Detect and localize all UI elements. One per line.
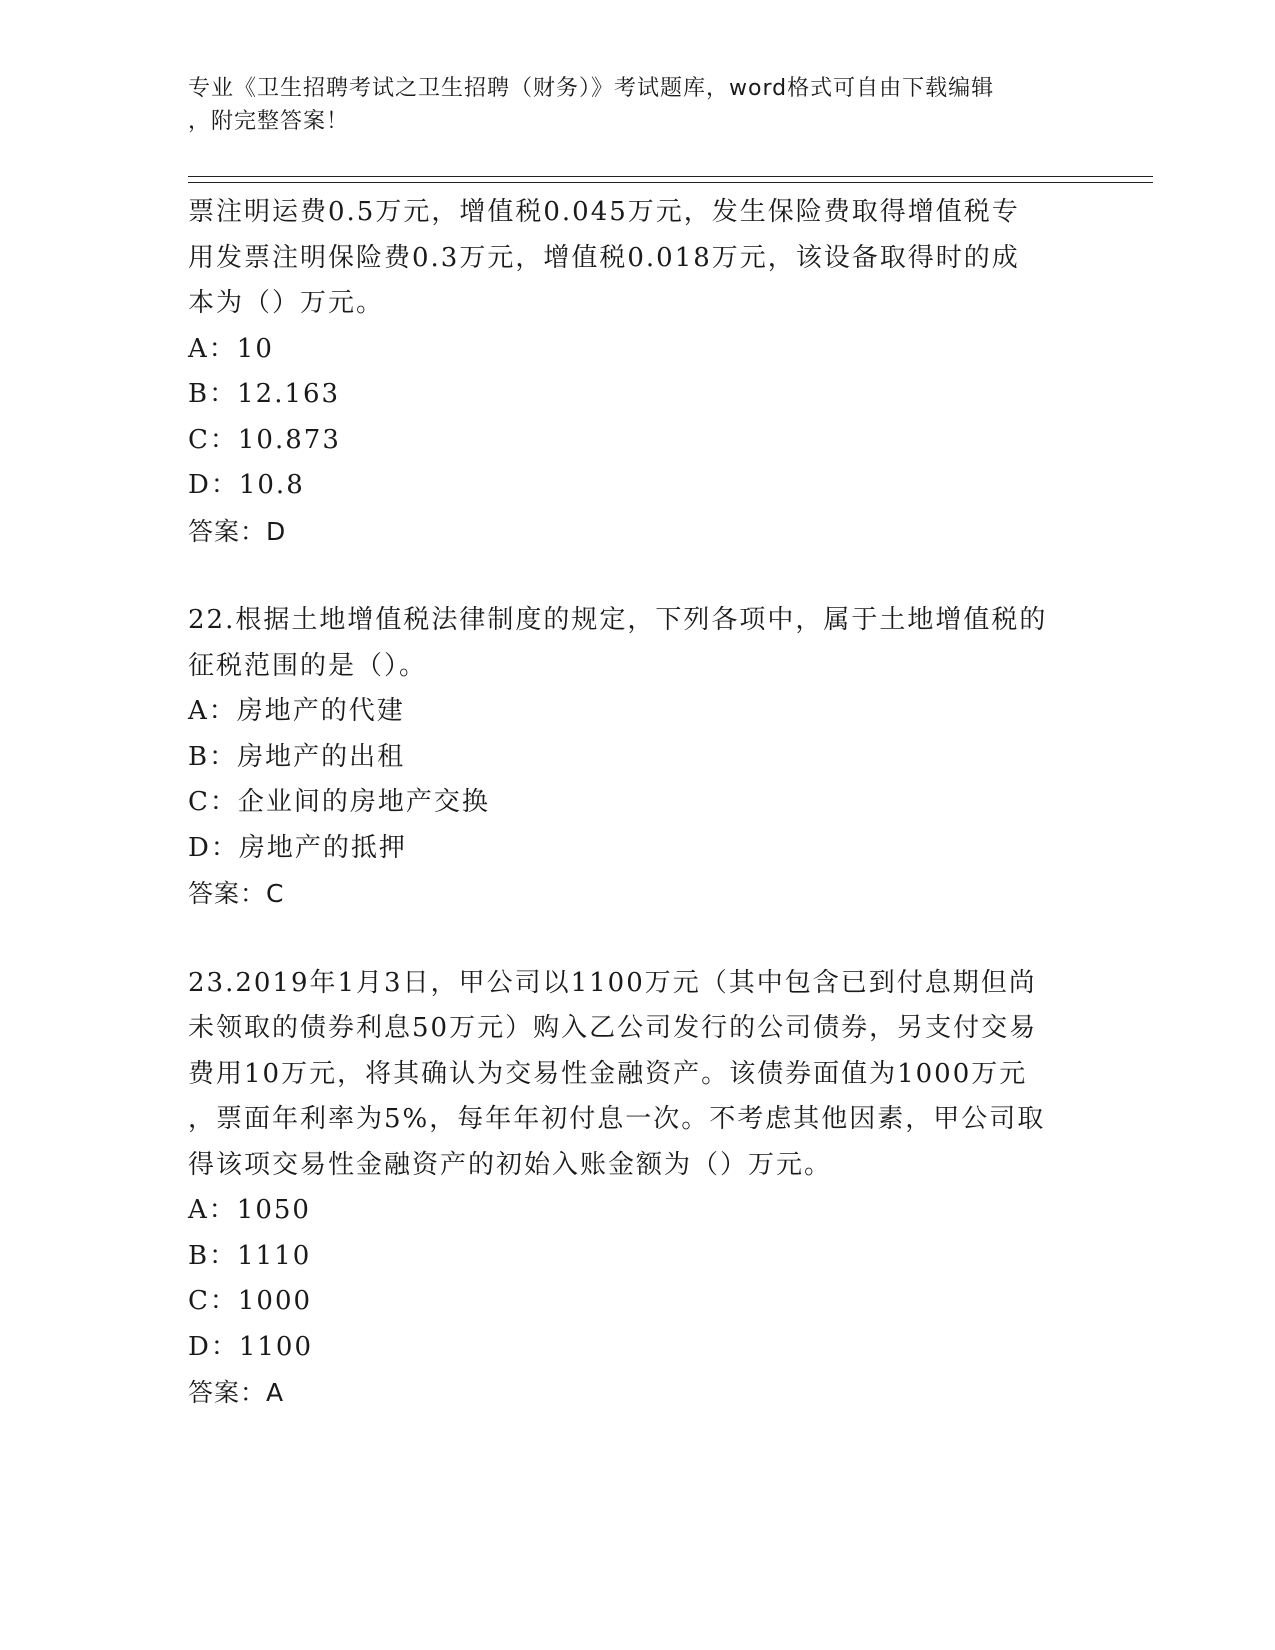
option-d: D：10.8	[188, 470, 305, 500]
option-c: C：10.873	[188, 424, 341, 455]
option-b: B：房地产的出租	[188, 741, 406, 772]
option-c: C：1000	[188, 1286, 313, 1316]
option-d: D：1100	[188, 1331, 314, 1362]
option-a: A：1050	[188, 1195, 311, 1225]
question-list	[188, 190, 1088, 1416]
question-stem-line: 用发票注明保险费0.3万元，增值税0.018万元，该设备取得时的成	[188, 242, 1020, 273]
option-d: D：房地产的抵押	[188, 832, 407, 863]
header-line-1: 专业《卫生招聘考试之卫生招聘（财务）》考试题库，word格式可自由下载编辑	[188, 76, 995, 101]
question-stem-line: ，票面年利率为5%，每年年初付息一次。不考虑其他因素，甲公司取	[188, 1104, 1046, 1134]
header-divider-top	[188, 176, 1153, 177]
option-c: C：企业间的房地产交换	[188, 787, 490, 817]
question-stem-line: 费用10万元，将其确认为交易性金融资产。该债券面值为1000万元	[188, 1058, 1028, 1089]
option-a: A：房地产的代建	[188, 696, 405, 726]
document-header	[188, 72, 1068, 138]
option-a: A：10	[188, 333, 274, 364]
question-stem-line: 未领取的债券利息50万元）购入乙公司发行的公司债券，另支付交易	[188, 1013, 1038, 1043]
question-stem-line: 得该项交易性金融资产的初始入账金额为（）万元。	[188, 1149, 833, 1180]
question-stem-line: 票注明运费0.5万元，增值税0.045万元，发生保险费取得增值税专	[188, 197, 1020, 227]
option-b: B：1110	[188, 1240, 312, 1271]
answer-line: 答案：D	[188, 516, 287, 546]
question-stem-line: 23.2019年1月3日，甲公司以1100万元（其中包含已到付息期但尚	[188, 967, 1037, 998]
question-21	[188, 190, 1088, 554]
question-23	[188, 961, 1088, 1416]
header-divider-bottom	[188, 182, 1153, 183]
question-stem-line: 本为（）万元。	[188, 288, 385, 318]
question-22	[188, 598, 1088, 917]
question-stem-line: 22.根据土地增值税法律制度的规定，下列各项中，属于土地增值税的	[188, 605, 1048, 635]
answer-line: 答案：C	[188, 879, 285, 908]
answer-line: 答案：A	[188, 1378, 285, 1407]
question-stem-line: 征税范围的是（）。	[188, 650, 428, 681]
header-line-2: ，附完整答案！	[188, 109, 350, 134]
option-b: B：12.163	[188, 379, 341, 409]
